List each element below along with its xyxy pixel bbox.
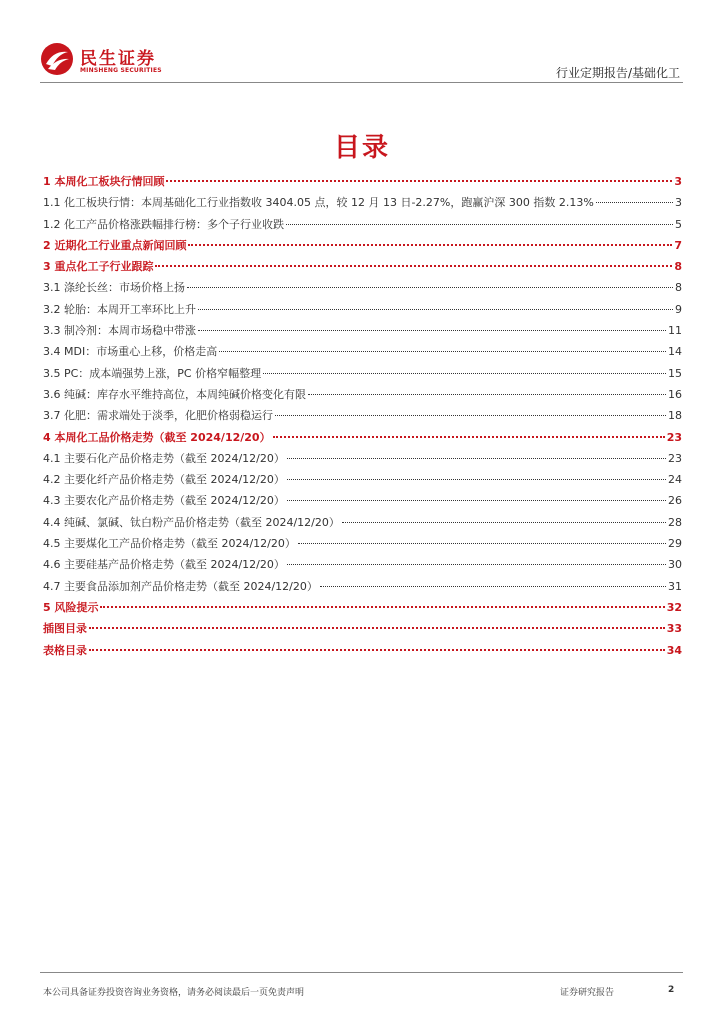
toc-entry-label: 3.3 制冷剂：本周市场稳中带涨 <box>43 324 196 338</box>
toc-entry-label: 3 重点化工子行业跟踪 <box>43 260 154 274</box>
toc-entry-page: 15 <box>668 366 682 380</box>
toc-entry[interactable] <box>43 578 682 599</box>
toc-leader-dots <box>263 373 666 374</box>
toc-entry[interactable] <box>43 620 682 641</box>
toc-entry-label: 4.2 主要化纤产品价格走势（截至 2024/12/20） <box>43 473 285 487</box>
toc-leader-dots <box>596 202 673 203</box>
toc-entry-page: 7 <box>674 238 682 252</box>
toc-entry-page: 31 <box>668 579 682 593</box>
logo-english-name: MINSHENG SECURITIES <box>80 67 162 74</box>
toc-title: 目录 <box>333 133 390 163</box>
toc-entry[interactable] <box>43 599 682 620</box>
toc-leader-dots <box>287 500 666 501</box>
toc-leader-dots <box>89 627 665 629</box>
toc-entry-label: 4.1 主要石化产品价格走势（截至 2024/12/20） <box>43 451 285 465</box>
toc-leader-dots <box>100 606 664 608</box>
toc-entry[interactable] <box>43 642 682 663</box>
toc-entry[interactable] <box>43 301 682 322</box>
toc-entry[interactable] <box>43 535 682 556</box>
toc-entry-label: 3.2 轮胎：本周开工率环比上升 <box>43 302 196 316</box>
toc-entry[interactable] <box>43 237 682 258</box>
toc-leader-dots <box>287 458 666 459</box>
toc-leader-dots <box>287 564 666 565</box>
header-divider <box>40 82 683 83</box>
toc-entry-label: 3.5 PC：成本端强势上涨，PC 价格窄幅整理 <box>43 366 262 380</box>
toc-entry-page: 26 <box>668 494 682 508</box>
toc-entry[interactable] <box>43 492 682 513</box>
toc-entry-page: 5 <box>675 217 682 231</box>
toc-leader-dots <box>286 224 673 225</box>
toc-entry-label: 3.4 MDI：市场重心上移，价格走高 <box>43 345 218 359</box>
toc-entry-page: 28 <box>668 515 682 529</box>
toc-entry[interactable] <box>43 429 682 450</box>
toc-entry[interactable] <box>43 279 682 300</box>
toc-entry-page: 23 <box>668 451 682 465</box>
toc-leader-dots <box>273 436 665 438</box>
toc-entry[interactable] <box>43 471 682 492</box>
logo-chinese-name: 民生证券 <box>80 49 156 69</box>
toc-entry[interactable] <box>43 322 682 343</box>
toc-entry-page: 9 <box>675 302 682 316</box>
toc-entry-page: 34 <box>666 643 682 657</box>
toc-entry-label: 1.2 化工产品价格涨跌幅排行榜：多个子行业收跌 <box>43 217 284 231</box>
footer-divider <box>40 972 683 973</box>
toc-leader-dots <box>298 543 666 544</box>
toc-leader-dots <box>198 330 666 331</box>
toc-leader-dots <box>187 287 673 288</box>
toc-leader-dots <box>287 479 666 480</box>
toc-entry[interactable] <box>43 386 682 407</box>
toc-entry[interactable] <box>43 450 682 471</box>
toc-entry-page: 24 <box>668 473 682 487</box>
toc-leader-dots <box>342 522 666 523</box>
toc-entry-page: 18 <box>668 409 682 423</box>
toc-entry-label: 4.5 主要煤化工产品价格走势（截至 2024/12/20） <box>43 537 296 551</box>
toc-entry-page: 29 <box>668 537 682 551</box>
minsheng-logo-icon <box>40 42 74 76</box>
toc-leader-dots <box>155 265 672 267</box>
report-type: 行业定期报告/基础化工 <box>555 66 680 80</box>
toc-entry-page: 33 <box>666 622 682 636</box>
toc-entry-label: 2 近期化工行业重点新闻回顾 <box>43 238 187 252</box>
toc-entry-page: 3 <box>675 196 682 210</box>
toc-entry-label: 表格目录 <box>43 643 87 657</box>
toc-entry[interactable] <box>43 194 682 215</box>
company-logo <box>40 42 180 78</box>
toc-entry-label: 3.6 纯碱：库存水平维持高位，本周纯碱价格变化有限 <box>43 387 306 401</box>
toc-entry-label: 3.7 化肥：需求端处于淡季，化肥价格弱稳运行 <box>43 409 273 423</box>
toc-entry[interactable] <box>43 556 682 577</box>
toc-entry-page: 8 <box>675 281 682 295</box>
toc-entry[interactable] <box>43 173 682 194</box>
page-header <box>0 0 724 86</box>
toc-entry-page: 11 <box>668 324 682 338</box>
toc-entry-label: 4.6 主要硅基产品价格走势（截至 2024/12/20） <box>43 558 285 572</box>
toc-entry-label: 4.3 主要农化产品价格走势（截至 2024/12/20） <box>43 494 285 508</box>
table-of-contents <box>43 173 682 663</box>
toc-entry-label: 1 本周化工板块行情回顾 <box>43 175 165 188</box>
toc-entry-label: 1.1 化工板块行情：本周基础化工行业指数收 3404.05 点，较 12 月 13 日-2.27%，跑赢沪深 300 指数 2.13% <box>43 196 594 210</box>
toc-entry-page: 32 <box>666 600 682 614</box>
toc-leader-dots <box>308 394 666 395</box>
toc-entry[interactable] <box>43 343 682 364</box>
toc-entry[interactable] <box>43 407 682 428</box>
toc-entry-page: 3 <box>674 175 682 188</box>
toc-entry-page: 30 <box>668 558 682 572</box>
toc-entry-page: 8 <box>674 260 682 274</box>
toc-leader-dots <box>275 415 666 416</box>
toc-entry-label: 4.7 主要食品添加剂产品价格走势（截至 2024/12/20） <box>43 579 318 593</box>
toc-leader-dots <box>320 586 666 587</box>
toc-entry-label: 4 本周化工品价格走势（截至 2024/12/20） <box>43 430 271 444</box>
toc-leader-dots <box>219 351 666 352</box>
footer-page-number: 2 <box>668 985 675 995</box>
toc-entry[interactable] <box>43 216 682 237</box>
footer-disclaimer: 本公司具备证券投资咨询业务资格，请务必阅读最后一页免责声明 <box>43 988 305 998</box>
toc-entry[interactable] <box>43 258 682 279</box>
toc-leader-dots <box>188 244 672 246</box>
toc-entry-page: 16 <box>668 387 682 401</box>
toc-leader-dots <box>198 309 673 310</box>
toc-entry[interactable] <box>43 514 682 535</box>
toc-entry-label: 插图目录 <box>43 622 87 636</box>
toc-entry-label: 3.1 涤纶长丝：市场价格上扬 <box>43 281 185 295</box>
toc-entry-label: 5 风险提示 <box>43 600 99 614</box>
toc-leader-dots <box>89 649 665 651</box>
toc-entry-page: 23 <box>666 430 682 444</box>
toc-leader-dots <box>166 180 672 182</box>
toc-entry[interactable] <box>43 365 682 386</box>
toc-entry-page: 14 <box>668 345 682 359</box>
footer-report-label: 证券研究报告 <box>560 988 615 998</box>
toc-entry-label: 4.4 纯碱、氯碱、钛白粉产品价格走势（截至 2024/12/20） <box>43 515 340 529</box>
